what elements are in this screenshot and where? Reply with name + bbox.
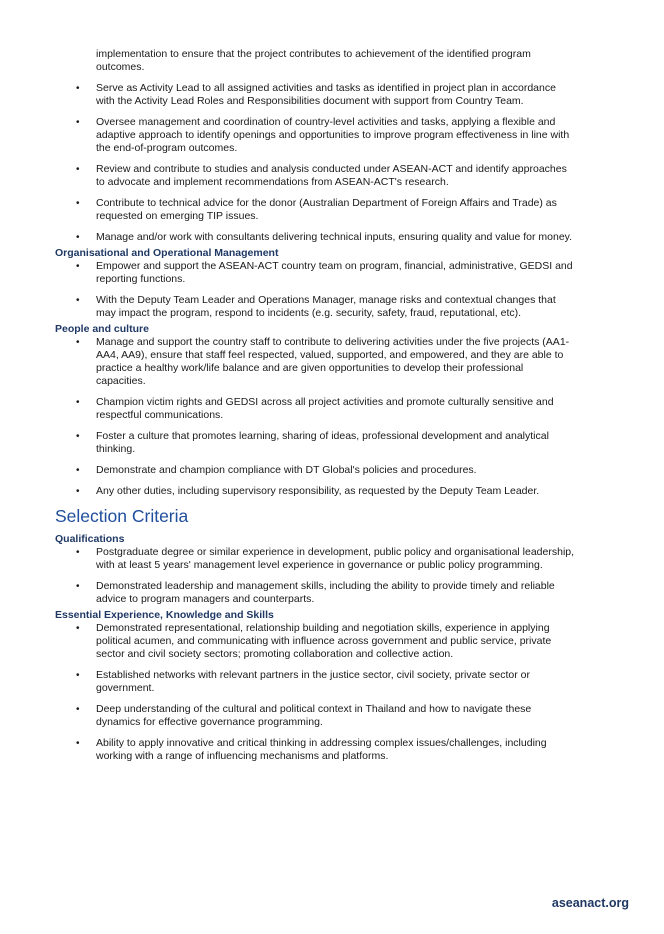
list-item <box>55 703 575 729</box>
organisational-management-list <box>55 260 575 320</box>
list-item <box>55 396 575 422</box>
list-item-text: Deep understanding of the cultural and political context in Thailand and how to navigate these dynamics for effective governance programming. <box>96 703 532 728</box>
list-item <box>55 197 575 223</box>
list-item-text: Ability to apply innovative and critical thinking in addressing complex issues/challenges, including working with a range of influencing mechanisms and platforms. <box>96 737 547 762</box>
list-item-text: Champion victim rights and GEDSI across all project activities and promote culturally sensitive and respectful communications. <box>96 396 554 421</box>
bullet-icon: • <box>76 261 80 272</box>
bullet-icon: • <box>76 337 80 348</box>
list-item <box>55 430 575 456</box>
bullet-icon: • <box>76 232 80 243</box>
bullet-icon: • <box>76 295 80 306</box>
bullet-icon: • <box>76 117 80 128</box>
list-item-text: Any other duties, including supervisory responsibility, as requested by the Deputy Team Leader. <box>96 485 540 497</box>
list-item-text: Serve as Activity Lead to all assigned activities and tasks as identified in project plan in accordance with the Activity Lead Roles and Responsibilities document with support from Country Team. <box>96 82 556 107</box>
qualifications-list <box>55 546 575 606</box>
list-item <box>55 580 575 606</box>
list-item-text: Foster a culture that promotes learning, sharing of ideas, professional development and analytical thinking. <box>96 430 549 455</box>
document-body <box>55 48 575 766</box>
list-item-text: Postgraduate degree or similar experience in development, public policy and organisational leadership, with at least 5 years' management level experience in governance or public policy programming. <box>96 546 575 571</box>
responsibilities-list <box>55 82 575 244</box>
list-item-text: Review and contribute to studies and analysis conducted under ASEAN-ACT and identify approaches to advocate and implement recommendations from ASEAN-ACT's research. <box>96 163 567 188</box>
list-item <box>55 163 575 189</box>
list-item-text: Demonstrate and champion compliance with DT Global's policies and procedures. <box>96 464 477 476</box>
list-item <box>55 669 575 695</box>
list-item <box>55 82 575 108</box>
bullet-icon: • <box>76 164 80 175</box>
list-item <box>55 546 575 572</box>
bullet-icon: • <box>76 704 80 715</box>
list-item-text: With the Deputy Team Leader and Operations Manager, manage risks and contextual changes that may impact the program, respond to incidents (e.g. security, safety, fraud, reputational, etc). <box>96 294 556 319</box>
list-item-text: Oversee management and coordination of country-level activities and tasks, applying a flexible and adaptive approach to identify openings and opportunities to improve program effectiveness in line with the end-of-program outcomes. <box>96 116 570 154</box>
list-item-text: Established networks with relevant partners in the justice sector, civil society, private sector or government. <box>96 669 530 694</box>
essential-experience-list <box>55 622 575 763</box>
bullet-icon: • <box>76 547 80 558</box>
bullet-icon: • <box>76 465 80 476</box>
list-item-text: Manage and/or work with consultants delivering technical inputs, ensuring quality and value for money. <box>96 231 573 243</box>
section-title-selection-criteria: Selection Criteria <box>55 506 189 526</box>
heading-qualifications: Qualifications <box>55 533 125 545</box>
continuation-paragraph: implementation to ensure that the project contributes to achievement of the identified program outcomes. <box>96 48 531 73</box>
footer-website-link[interactable]: aseanact.org <box>551 896 629 910</box>
people-culture-list <box>55 336 575 498</box>
bullet-icon: • <box>76 397 80 408</box>
heading-organisational-management: Organisational and Operational Management <box>55 247 279 259</box>
bullet-icon: • <box>76 486 80 497</box>
list-item-text: Demonstrated leadership and management skills, including the ability to provide timely and reliable advice to program managers and counterparts. <box>96 580 555 605</box>
list-item <box>55 464 575 477</box>
bullet-icon: • <box>76 83 80 94</box>
list-item <box>55 622 575 661</box>
list-item-text: Contribute to technical advice for the donor (Australian Department of Foreign Affairs and Trade) as requested on emerging TIP issues. <box>96 197 557 222</box>
list-item <box>55 336 575 388</box>
list-item-text: Manage and support the country staff to contribute to delivering activities under the five projects (AA1-AA4, AA9), ensure that staff feel respected, valued, supported, and empowered, and they are able to practice a healthy work/life balance and are given opportunities to develop their professional capacities. <box>96 336 570 387</box>
list-item-text: Empower and support the ASEAN-ACT country team on program, financial, administrative, GEDSI and reporting functions. <box>96 260 573 285</box>
list-item <box>55 485 575 498</box>
list-item <box>55 737 575 763</box>
bullet-icon: • <box>76 198 80 209</box>
bullet-icon: • <box>76 623 80 634</box>
list-item <box>55 294 575 320</box>
bullet-icon: • <box>76 738 80 749</box>
bullet-icon: • <box>76 431 80 442</box>
list-item-text: Demonstrated representational, relationship building and negotiation skills, experience in applying political acumen, and communicating with influence across government and public service, private sector and civil society sectors; promoting collaboration and collective action. <box>96 622 552 660</box>
heading-people-culture: People and culture <box>55 323 149 335</box>
bullet-icon: • <box>76 670 80 681</box>
list-item <box>55 231 575 244</box>
list-item <box>55 116 575 155</box>
bullet-icon: • <box>76 581 80 592</box>
heading-essential-experience: Essential Experience, Knowledge and Skills <box>55 609 274 621</box>
list-item <box>55 260 575 286</box>
